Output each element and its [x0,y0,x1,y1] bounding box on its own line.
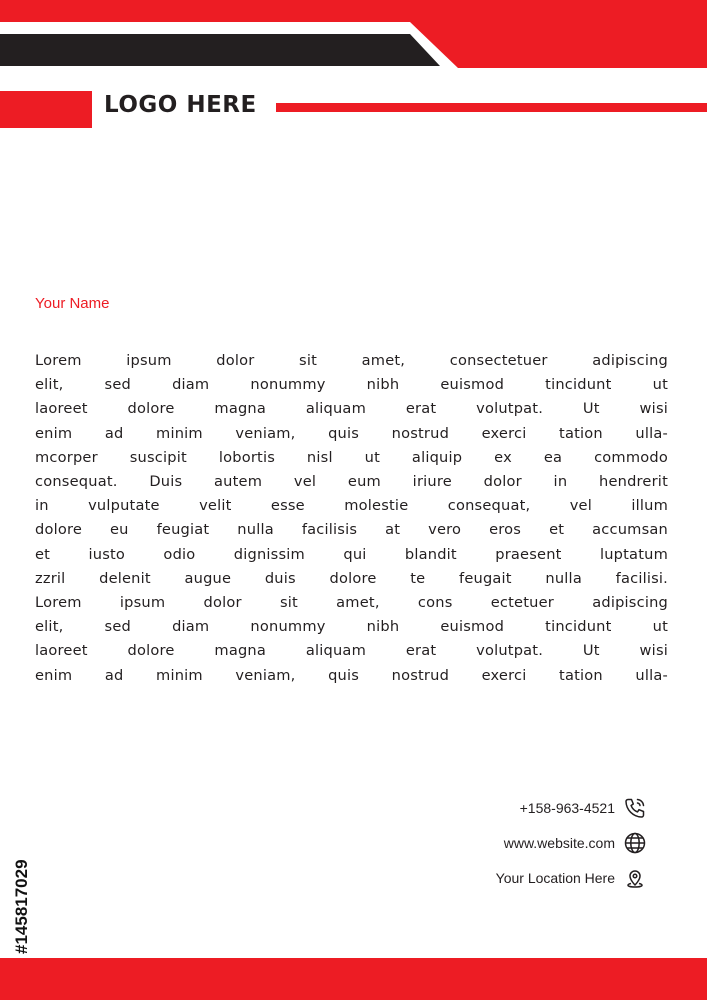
sender-name: Your Name [35,295,110,312]
body-line: in vulputate velit esse molestie consequat, vel illum [35,497,668,515]
body-line: laoreet dolore magna aliquam erat volutpat. Ut wisi [35,400,668,418]
phone-icon [623,796,647,820]
body-line: mcorper suscipit lobortis nisl ut aliquip ex ea commodo [35,448,668,466]
phone-number: +158-963-4521 [519,800,615,816]
body-line: consequat. Duis autem vel eum iriure dolor in hendrerit [35,473,668,491]
body-line: laoreet dolore magna aliquam erat volutpat. Ut wisi [35,642,668,660]
location-pin-icon [623,866,647,890]
stock-id-vertical [10,756,34,956]
footer-bar [0,958,707,1000]
header-decoration [0,0,707,140]
contact-website [504,831,647,855]
logo-text: LOGO HERE [104,92,257,118]
stock-id-text: #145817029 [12,859,31,954]
header-red-line [276,103,707,112]
body-line: Lorem ipsum dolor sit amet, consectetuer adipiscing [35,352,668,369]
body-line: dolore eu feugiat nulla facilisis at vero eros et accumsan [35,521,668,539]
header-black-band [0,34,440,66]
body-line: enim ad minim veniam, quis nostrud exerci tation ulla- [35,424,668,442]
body-line: enim ad minim veniam, quis nostrud exerci tation ulla- [35,666,668,684]
header-red-block [0,91,92,128]
body-line: elit, sed diam nonummy nibh euismod tincidunt ut [35,376,668,394]
body-line: Lorem ipsum dolor sit amet, cons ectetuer adipiscing [35,594,668,612]
body-line: elit, sed diam nonummy nibh euismod tincidunt ut [35,618,668,636]
location-text: Your Location Here [495,870,615,886]
letter-body [35,349,668,688]
globe-icon [623,831,647,855]
body-line: zzril delenit augue duis dolore te feugait nulla facilisi. [35,569,668,587]
body-line: et iusto odio dignissim qui blandit praesent luptatum [35,545,668,563]
contact-location [496,866,647,890]
website-url[interactable]: www.website.com [503,835,615,851]
contact-phone [520,796,647,820]
